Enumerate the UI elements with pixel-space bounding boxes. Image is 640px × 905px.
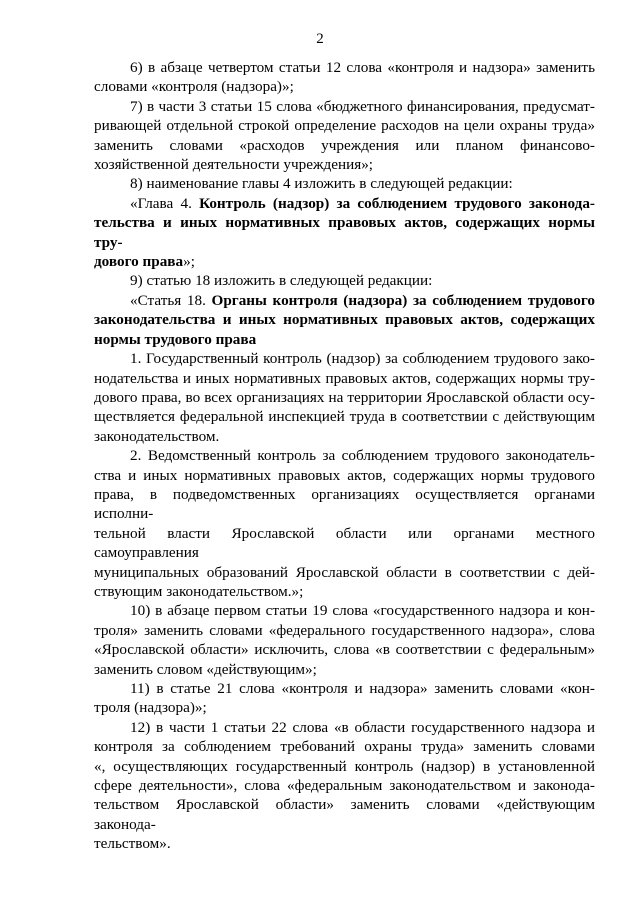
text-line: 2. Ведомственный контроль за соблюдением трудового законодатель- [130,447,595,465]
item-10 [94,601,595,679]
document-body [94,58,595,854]
text-line: 12) в части 1 статьи 22 слова «в области государственного надзора и [130,718,595,736]
text-line: 8) наименование главы 4 изложить в следующей редакции: [130,175,513,193]
article-18-part-1 [94,349,595,446]
text-line: сфере деятельности», слова «федеральным законодательством и законода- [94,777,595,795]
text-line: ществляется федеральной инспекцией труда в соответствии с действующим [94,408,595,426]
text-line: хозяйственной деятельности учреждения»; [94,156,374,174]
text-line: 7) в части 3 статьи 15 слова «бюджетного финансирования, предусмат- [130,97,595,115]
item-6 [94,58,595,97]
text-line: «Ярославской области» исключить, слова «в соответствии с федеральным» [94,641,595,659]
text-line: законодательством. [94,427,220,445]
text-line: словами «контроля (надзора)»; [94,78,294,96]
text-line: контроля за соблюдением требований охраны труда» заменить словами [94,738,595,756]
text-line: 9) статью 18 изложить в следующей редакции: [130,272,433,290]
article-18-part-2 [94,446,595,601]
item-8 [94,174,595,193]
text-line: ства и иных нормативных правовых актов, содержащих нормы трудового [94,466,595,484]
text-line [94,291,595,310]
item-9 [94,271,595,290]
text-line: троля» заменить словами «федерального государственного надзора», слова [94,621,595,639]
text-line: права, в подведомственных организациях осуществляется органами исполни- [94,485,595,523]
text-line: тельством». [94,835,171,853]
text-line: заменить словами «расходов учреждения или планом финансово- [94,136,595,154]
chapter-title-bold: дового права [94,253,184,271]
text-line: «, осуществляющих государственный контроль (надзор) в установленной [94,757,595,775]
text-line: нормы трудового права [94,330,257,348]
item-11 [94,679,595,718]
item-7 [94,97,595,175]
chapter-title-bold: Контроль (надзор) за соблюдением трудового законода- [199,194,595,212]
article-18-heading [94,291,595,349]
text-line: ривающей отдельной строкой определение расходов на цели охраны труда» [94,117,595,135]
text-line: муниципальных образований Ярославской области в соответствии с дей- [94,563,595,581]
item-12 [94,718,595,854]
text-line: тельства и иных нормативных правовых актов, содержащих нормы тру- [94,214,595,251]
text-line: 1. Государственный контроль (надзор) за соблюдением трудового зако- [130,350,595,368]
text-line: тельством Ярославской области» заменить словами «действующим законода- [94,796,595,833]
page-number: 2 [316,31,324,47]
chapter-prefix: «Глава 4. [130,194,200,212]
text-line: нодательства и иных нормативных правовых актов, содержащих нормы тру- [94,369,595,387]
text-line: троля (надзора)»; [94,699,207,717]
article-title-bold: Органы контроля (надзора) за соблюдением трудового [211,291,595,309]
text-line: дового права, во всех организациях на территории Ярославской области осу- [94,388,595,406]
text-line [94,194,595,213]
text-line: заменить словом «действующим»; [94,660,317,678]
text-line: тельной власти Ярославской области или органами местного самоуправления [94,524,595,562]
text-line: 6) в абзаце четвертом статьи 12 слова «контроля и надзора» заменить [130,59,595,76]
chapter-suffix: »; [183,253,195,271]
text-line: 10) в абзаце первом статьи 19 слова «государственного надзора и кон- [130,602,595,620]
chapter-4-heading [94,194,595,272]
article-prefix: «Статья 18. [130,291,212,309]
text-line: ствующим законодательством.»; [94,582,304,600]
text-line: законодательства и иных нормативных правовых актов, содержащих [94,311,595,329]
text-line [94,252,595,271]
text-line: 11) в статье 21 слова «контроля и надзора» заменить словами «кон- [130,680,595,697]
